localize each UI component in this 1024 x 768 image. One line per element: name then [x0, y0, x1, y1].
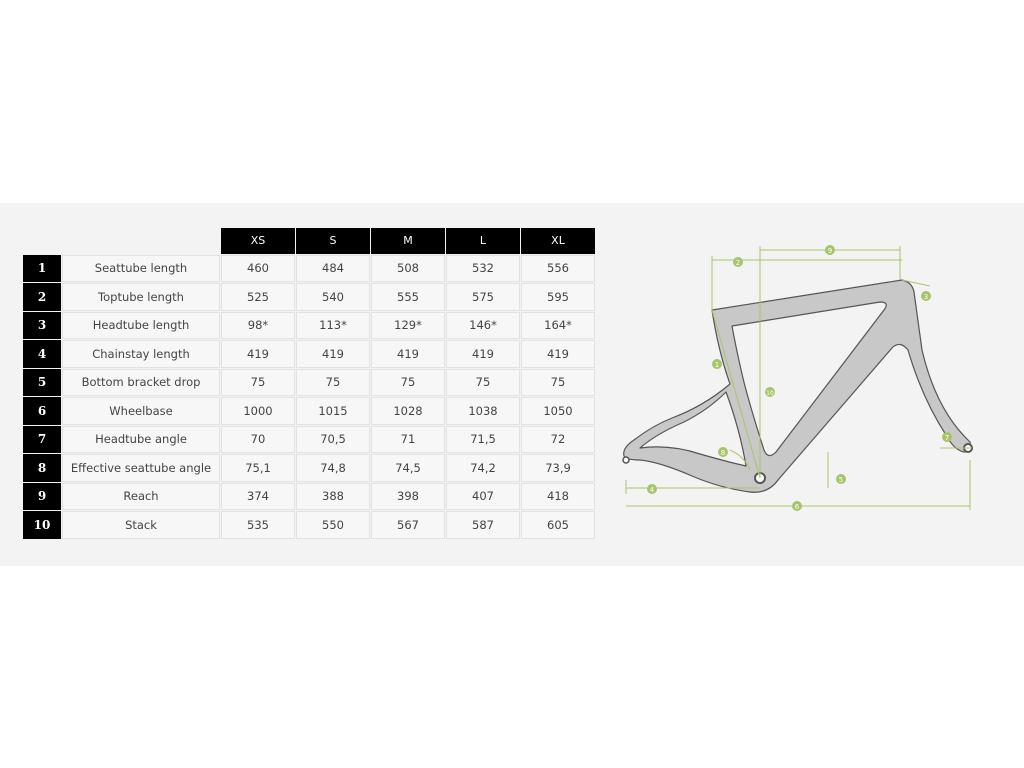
- row-label: Stack: [62, 511, 220, 539]
- table-row: [23, 369, 595, 397]
- cell-value: 484: [296, 255, 370, 283]
- marker-10-label: 10: [766, 390, 774, 397]
- cell-value: 532: [446, 255, 520, 283]
- cell-value: 75: [371, 369, 445, 397]
- geometry-table: [22, 227, 596, 540]
- row-label: Reach: [62, 483, 220, 511]
- cell-value: 1050: [521, 397, 595, 425]
- rear-dropout-shape: [623, 457, 629, 463]
- table-row: [23, 397, 595, 425]
- cell-value: 407: [446, 483, 520, 511]
- cell-value: 129*: [371, 312, 445, 340]
- row-number: 6: [23, 397, 61, 425]
- marker-8-label: 8: [720, 449, 726, 457]
- cell-value: 419: [371, 340, 445, 368]
- table-row: [23, 283, 595, 311]
- cell-value: 75: [521, 369, 595, 397]
- cell-value: 1015: [296, 397, 370, 425]
- cell-value: 419: [221, 340, 295, 368]
- row-number: 7: [23, 426, 61, 454]
- marker-6-label: 6: [794, 503, 800, 511]
- marker-7-label: 7: [944, 434, 950, 442]
- marker-4-label: 4: [649, 486, 655, 494]
- header-corner: [23, 228, 61, 254]
- cell-value: 75: [221, 369, 295, 397]
- cell-value: 419: [296, 340, 370, 368]
- header-corner-label: [62, 228, 220, 254]
- size-header-xl: XL: [521, 228, 595, 254]
- marker-3-label: 3: [923, 293, 929, 301]
- cell-value: 555: [371, 283, 445, 311]
- cell-value: 540: [296, 283, 370, 311]
- cell-value: 146*: [446, 312, 520, 340]
- row-label: Bottom bracket drop: [62, 369, 220, 397]
- cell-value: 605: [521, 511, 595, 539]
- marker-1-label: 1: [714, 361, 720, 369]
- cell-value: 74,2: [446, 454, 520, 482]
- cell-value: 72: [521, 426, 595, 454]
- row-number: 4: [23, 340, 61, 368]
- table-row: [23, 454, 595, 482]
- row-number: 9: [23, 483, 61, 511]
- cell-value: 98*: [221, 312, 295, 340]
- cell-value: 74,5: [371, 454, 445, 482]
- row-label: Headtube length: [62, 312, 220, 340]
- marker-5-label: 5: [838, 476, 844, 484]
- size-header-s: S: [296, 228, 370, 254]
- size-header-m: M: [371, 228, 445, 254]
- cell-value: 525: [221, 283, 295, 311]
- cell-value: 75: [296, 369, 370, 397]
- table-row: [23, 340, 595, 368]
- cell-value: 419: [446, 340, 520, 368]
- row-label: Wheelbase: [62, 397, 220, 425]
- frame-geometry-diagram: [600, 230, 990, 520]
- row-number: 3: [23, 312, 61, 340]
- cell-value: 164*: [521, 312, 595, 340]
- table-row: [23, 483, 595, 511]
- row-number: 10: [23, 511, 61, 539]
- cell-value: 71,5: [446, 426, 520, 454]
- cell-value: 556: [521, 255, 595, 283]
- row-label: Toptube length: [62, 283, 220, 311]
- cell-value: 575: [446, 283, 520, 311]
- cell-value: 567: [371, 511, 445, 539]
- row-number: 5: [23, 369, 61, 397]
- marker-2-label: 2: [735, 259, 741, 267]
- row-number: 2: [23, 283, 61, 311]
- cell-value: 398: [371, 483, 445, 511]
- cell-value: 71: [371, 426, 445, 454]
- cell-value: 508: [371, 255, 445, 283]
- cell-value: 75,1: [221, 454, 295, 482]
- table-row: [23, 255, 595, 283]
- cell-value: 1038: [446, 397, 520, 425]
- cell-value: 74,8: [296, 454, 370, 482]
- row-number: 8: [23, 454, 61, 482]
- table-row: [23, 511, 595, 539]
- table-row: [23, 426, 595, 454]
- cell-value: 113*: [296, 312, 370, 340]
- size-header-xs: XS: [221, 228, 295, 254]
- row-number: 1: [23, 255, 61, 283]
- cell-value: 388: [296, 483, 370, 511]
- size-header-l: L: [446, 228, 520, 254]
- cell-value: 70,5: [296, 426, 370, 454]
- row-label: Seattube length: [62, 255, 220, 283]
- table-row: [23, 312, 595, 340]
- cell-value: 1028: [371, 397, 445, 425]
- cell-value: 419: [521, 340, 595, 368]
- row-label: Chainstay length: [62, 340, 220, 368]
- marker-9-label: 9: [827, 247, 833, 255]
- cell-value: 73,9: [521, 454, 595, 482]
- cell-value: 535: [221, 511, 295, 539]
- bike-frame-illustration: [624, 280, 971, 492]
- size-header-row: [23, 228, 595, 254]
- cell-value: 460: [221, 255, 295, 283]
- cell-value: 587: [446, 511, 520, 539]
- cell-value: 1000: [221, 397, 295, 425]
- cell-value: 70: [221, 426, 295, 454]
- cell-value: 595: [521, 283, 595, 311]
- row-label: Headtube angle: [62, 426, 220, 454]
- cell-value: 75: [446, 369, 520, 397]
- cell-value: 374: [221, 483, 295, 511]
- cell-value: 418: [521, 483, 595, 511]
- row-label: Effective seattube angle: [62, 454, 220, 482]
- cell-value: 550: [296, 511, 370, 539]
